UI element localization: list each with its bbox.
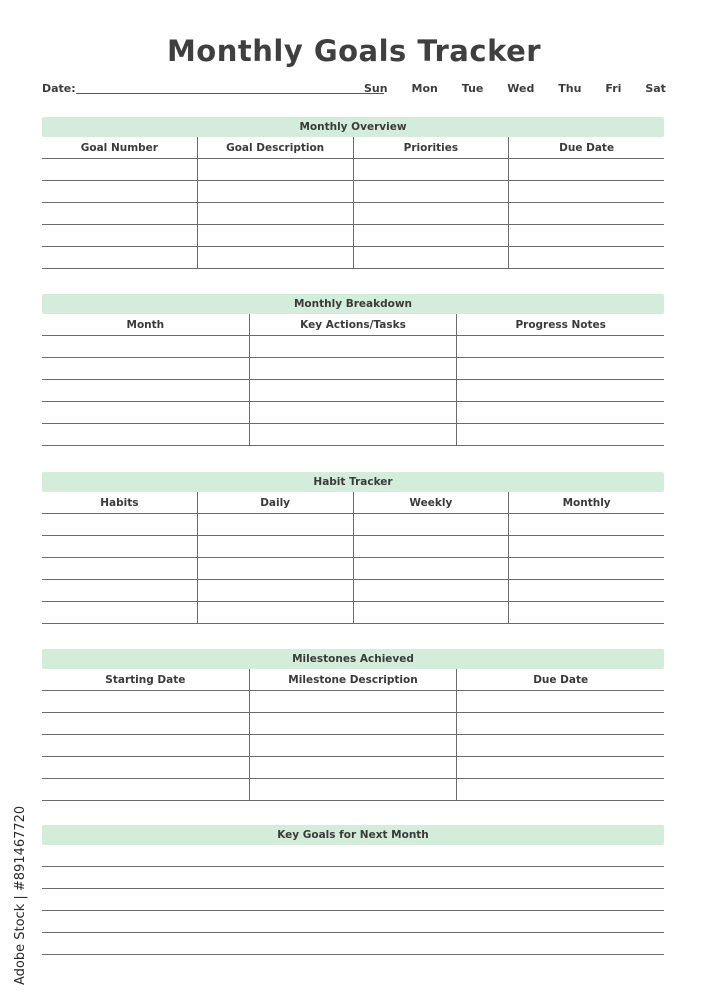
table-cell[interactable]: [198, 536, 353, 558]
table-cell[interactable]: [42, 779, 249, 801]
table-column: [42, 669, 249, 801]
table-cell[interactable]: [42, 691, 249, 713]
table-column: [508, 492, 664, 624]
page-title: Monthly Goals Tracker: [166, 34, 542, 68]
column-header: Priorities: [354, 137, 509, 159]
column-header: Goal Number: [42, 137, 197, 159]
table-cell[interactable]: [250, 779, 457, 801]
column-header: Starting Date: [42, 669, 249, 691]
table-cell[interactable]: [198, 181, 353, 203]
column-header: Monthly: [509, 492, 664, 514]
date-row: [42, 82, 666, 98]
table-column: [249, 314, 457, 446]
table-column: [353, 492, 509, 624]
day-sun[interactable]: Sun: [364, 82, 388, 95]
table-cell[interactable]: [509, 181, 664, 203]
section-header: Milestones Achieved: [42, 649, 664, 669]
table-cell[interactable]: [457, 735, 664, 757]
overview-table: [42, 137, 664, 269]
day-fri[interactable]: Fri: [605, 82, 622, 95]
table-cell[interactable]: [354, 602, 509, 624]
note-line[interactable]: [42, 933, 664, 955]
table-cell[interactable]: [42, 558, 197, 580]
table-cell[interactable]: [354, 514, 509, 536]
table-cell[interactable]: [42, 181, 197, 203]
table-cell[interactable]: [198, 580, 353, 602]
table-cell[interactable]: [250, 713, 457, 735]
day-wed[interactable]: Wed: [507, 82, 535, 95]
table-column: [197, 492, 353, 624]
table-cell[interactable]: [42, 225, 197, 247]
table-cell[interactable]: [457, 402, 664, 424]
weekday-row: [364, 82, 666, 95]
table-cell[interactable]: [42, 735, 249, 757]
section-header: Key Goals for Next Month: [42, 825, 664, 845]
table-cell[interactable]: [250, 380, 457, 402]
table-cell[interactable]: [198, 159, 353, 181]
table-cell[interactable]: [509, 580, 664, 602]
table-cell[interactable]: [42, 536, 197, 558]
table-cell[interactable]: [457, 757, 664, 779]
table-cell[interactable]: [354, 558, 509, 580]
table-cell[interactable]: [42, 713, 249, 735]
table-cell[interactable]: [457, 691, 664, 713]
table-cell[interactable]: [354, 159, 509, 181]
table-column: [197, 137, 353, 269]
table-cell[interactable]: [250, 358, 457, 380]
section-header: Monthly Overview: [42, 117, 664, 137]
table-cell[interactable]: [42, 580, 197, 602]
section-habit-tracker: [42, 472, 664, 624]
table-cell[interactable]: [509, 159, 664, 181]
table-cell[interactable]: [198, 514, 353, 536]
note-line[interactable]: [42, 845, 664, 867]
table-cell[interactable]: [457, 336, 664, 358]
section-monthly-breakdown: [42, 294, 664, 446]
table-cell[interactable]: [250, 757, 457, 779]
table-cell[interactable]: [198, 247, 353, 269]
section-header: Monthly Breakdown: [42, 294, 664, 314]
table-cell[interactable]: [509, 536, 664, 558]
table-cell[interactable]: [509, 602, 664, 624]
table-cell[interactable]: [198, 225, 353, 247]
table-cell[interactable]: [509, 514, 664, 536]
column-header: Month: [42, 314, 249, 336]
habit-table: [42, 492, 664, 624]
table-column: [508, 137, 664, 269]
stock-watermark-text: Adobe Stock | #891467720: [13, 805, 28, 985]
table-cell[interactable]: [42, 336, 249, 358]
note-line[interactable]: [42, 911, 664, 933]
table-cell[interactable]: [354, 536, 509, 558]
note-line[interactable]: [42, 889, 664, 911]
date-input-line[interactable]: [76, 93, 384, 94]
day-sat[interactable]: Sat: [645, 82, 666, 95]
table-cell[interactable]: [42, 757, 249, 779]
milestones-table: [42, 669, 664, 801]
column-header: Key Actions/Tasks: [250, 314, 457, 336]
table-cell[interactable]: [457, 358, 664, 380]
section-header: Habit Tracker: [42, 472, 664, 492]
table-cell[interactable]: [457, 380, 664, 402]
table-column: [249, 669, 457, 801]
table-cell[interactable]: [457, 424, 664, 446]
table-cell[interactable]: [42, 514, 197, 536]
table-column: [456, 669, 664, 801]
section-milestones-achieved: [42, 649, 664, 801]
table-cell[interactable]: [354, 203, 509, 225]
table-cell[interactable]: [42, 402, 249, 424]
table-cell[interactable]: [509, 247, 664, 269]
table-cell[interactable]: [250, 691, 457, 713]
table-column: [42, 137, 197, 269]
table-cell[interactable]: [250, 336, 457, 358]
notes-lines: [42, 845, 664, 955]
table-cell[interactable]: [42, 247, 197, 269]
table-cell[interactable]: [457, 713, 664, 735]
table-column: [42, 492, 197, 624]
section-key-goals-next-month: [42, 825, 664, 955]
table-cell[interactable]: [509, 203, 664, 225]
table-cell[interactable]: [509, 225, 664, 247]
day-thu[interactable]: Thu: [558, 82, 582, 95]
table-cell[interactable]: [198, 203, 353, 225]
column-header: Progress Notes: [457, 314, 664, 336]
table-cell[interactable]: [354, 225, 509, 247]
table-cell[interactable]: [354, 181, 509, 203]
column-header: Milestone Description: [250, 669, 457, 691]
table-cell[interactable]: [42, 159, 197, 181]
breakdown-table: [42, 314, 664, 446]
table-cell[interactable]: [250, 735, 457, 757]
table-cell[interactable]: [198, 558, 353, 580]
table-column: [42, 314, 249, 446]
table-cell[interactable]: [457, 779, 664, 801]
table-cell[interactable]: [42, 602, 197, 624]
table-column: [353, 137, 509, 269]
note-line[interactable]: [42, 867, 664, 889]
table-cell[interactable]: [354, 247, 509, 269]
table-cell[interactable]: [509, 558, 664, 580]
table-cell[interactable]: [42, 203, 197, 225]
table-cell[interactable]: [42, 424, 249, 446]
column-header: Due Date: [509, 137, 664, 159]
table-cell[interactable]: [42, 358, 249, 380]
column-header: Goal Description: [198, 137, 353, 159]
column-header: Due Date: [457, 669, 664, 691]
table-column: [456, 314, 664, 446]
table-cell[interactable]: [250, 402, 457, 424]
column-header: Habits: [42, 492, 197, 514]
date-label: Date:: [42, 82, 76, 95]
table-cell[interactable]: [42, 380, 249, 402]
table-cell[interactable]: [198, 602, 353, 624]
day-tue[interactable]: Tue: [461, 82, 484, 95]
day-mon[interactable]: Mon: [411, 82, 438, 95]
column-header: Daily: [198, 492, 353, 514]
table-cell[interactable]: [250, 424, 457, 446]
column-header: Weekly: [354, 492, 509, 514]
table-cell[interactable]: [354, 580, 509, 602]
section-monthly-overview: [42, 117, 664, 269]
